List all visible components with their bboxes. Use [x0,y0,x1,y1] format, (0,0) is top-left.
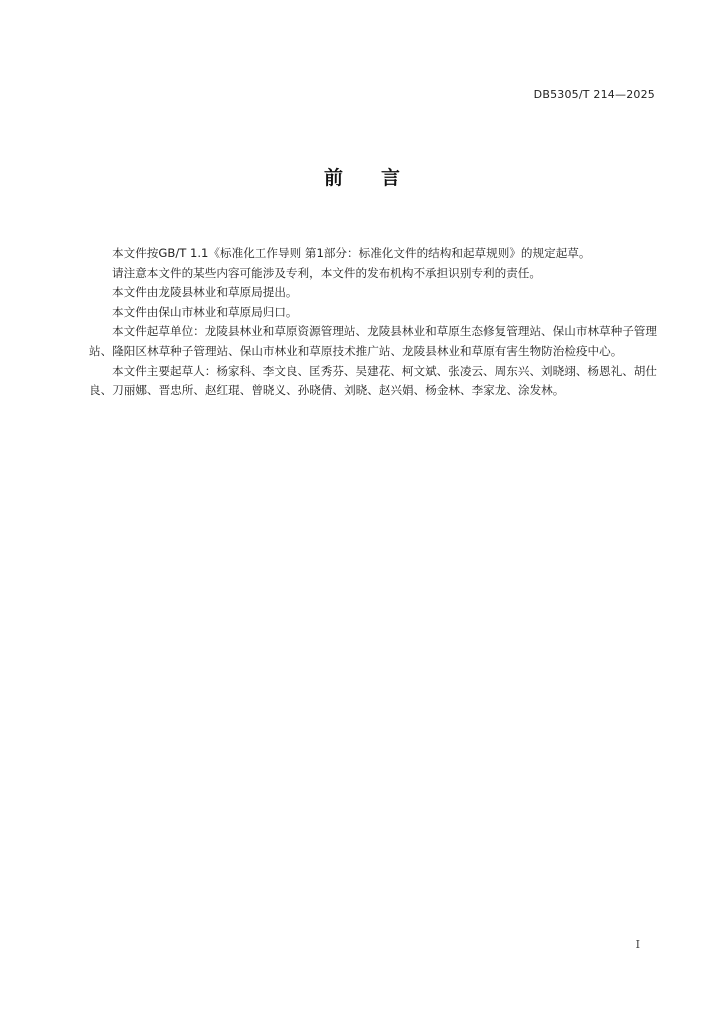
paragraph-centralized-unit: 本文件由保山市林业和草原局归口。 [112,304,298,319]
document-code: DB5305/T 214—2025 [533,88,655,101]
paragraph-proposer: 本文件由龙陵县林业和草原局提出。 [112,285,298,300]
title-char-1: 前 [323,167,343,189]
paragraph-drafters: 本文件主要起草人：杨家科、李文良、匡秀芬、吴建花、柯文斌、张凌云、周东兴、刘晓翊、杨恩礼、胡仕良、刀丽娜、晋忠所、赵红琨、曾晓义、孙晓倩、刘晓、赵兴娟、杨金林、李家龙、涂发林。 [89,363,657,398]
paragraph-drafting-rules: 本文件按GB/T 1.1《标准化工作导则 第1部分：标准化文件的结构和起草规则》的规定起草。 [112,246,591,260]
page-number: I [635,938,640,951]
paragraph-drafting-units: 本文件起草单位：龙陵县林业和草原资源管理站、龙陵县林业和草原生态修复管理站、保山市林草种子管理站、隆阳区林草种子管理站、保山市林业和草原技术推广站、龙陵县林业和草原有害生物防治检疫中心。 [89,324,657,358]
foreword-body [89,244,657,401]
paragraph-patent-notice: 请注意本文件的某些内容可能涉及专利，本文件的发布机构不承担识别专利的责任。 [112,265,541,280]
page-title [0,163,724,190]
title-char-2: 言 [381,167,401,189]
